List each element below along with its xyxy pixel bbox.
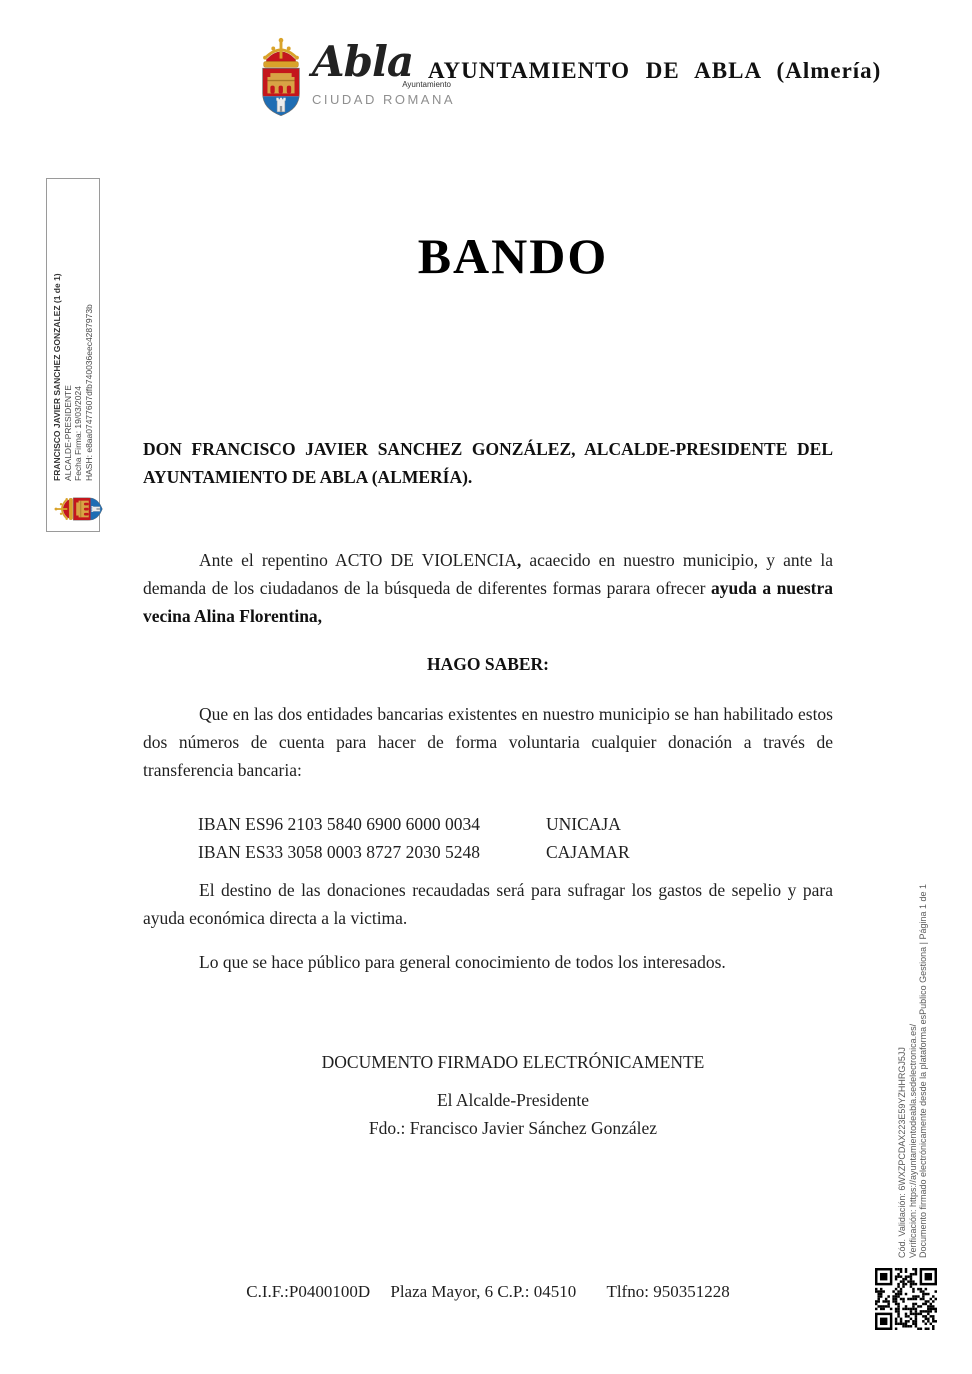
footer-contact-line [143,1282,833,1302]
signer-block [143,1086,833,1142]
document-body [143,225,833,1142]
iban-row [198,838,833,866]
iban-number: IBAN ES96 2103 5840 6900 6000 0034 [198,814,480,834]
intro-paragraph: Ante el repentino ACTO DE VIOLENCIA, acaecido en nuestro municipio, y ante la demanda de los ciudadanos de la búsqueda de diferentes formas parara ofrecer ayuda a nuestra vecina Alina Florentina, [143,550,834,626]
intro-text: Ante el repentino ACTO DE VIOLENCIA [199,550,517,570]
public-notice-paragraph: Lo que se hace público para general conocimiento de todos los interesados. [199,952,726,972]
hago-saber-heading: HAGO SABER: [426,654,550,674]
footer-cif: C.I.F.:P0400100D [246,1282,371,1301]
footer-address: Plaza Mayor, 6 C.P.: 04510 [390,1282,577,1301]
logo-name: Abla [312,37,414,86]
bank-name: CAJAMAR [546,842,630,862]
intro-bold-text: ayuda a nuestra vecina Alina Florentina, [143,578,834,626]
stamp-sign-date: Fecha Firma: 19/03/2024 [73,386,83,481]
iban-row [198,810,833,838]
verification-url: Verificación: https://ayuntamientodeabla.sedelectronica.es/ [907,1023,918,1258]
abla-logo [252,34,455,118]
accounts-paragraph: Que en las dos entidades bancarias existentes en nuestro municipio se han habilitado estos dos números de cuenta para hacer de forma voluntaria cualquier donación a través de transferencia bancaria: [143,704,833,780]
validation-code: Cód. Validación: 6WXZPCDAX223E59YZHHRGJ5JJ [897,1047,907,1258]
document-title: BANDO [417,228,609,284]
issuer-paragraph: DON FRANCISCO JAVIER SANCHEZ GONZÁLEZ, ALCALDE-PRESIDENTE DEL AYUNTAMIENTO DE ABLA (ALMERÍA). [143,439,833,487]
signature-stamp-box [46,178,100,532]
bank-name: UNICAJA [546,814,621,834]
logo-tagline: CIUDAD ROMANA [312,92,456,107]
signer-role: El Alcalde-Presidente [436,1090,590,1110]
stamp-hash: HASH: e8aa07477607dfb740036eec4287973b [83,304,94,481]
qr-code [875,1268,937,1330]
iban-number: IBAN ES33 3058 0003 8727 2030 5248 [198,842,480,862]
validation-stamp-text [897,844,929,1258]
stamp-signer-name: FRANCISCO JAVIER SANCHEZ GONZALEZ (1 de 1) [52,273,62,481]
logo-subtitle: Ayuntamiento [402,80,452,89]
platform-note: Documento firmado electrónicamente desde la plataforma esPublico Gestiona | Página 1 de 1 [918,883,928,1258]
iban-list [143,810,833,866]
footer-phone: Tlfno: 950351228 [606,1282,730,1301]
destination-paragraph: El destino de las donaciones recaudadas será para sufragar los gastos de sepelio y para ayuda económica directa a la victima. [143,880,833,928]
signature-stamp-text [52,211,96,481]
organization-title: AYUNTAMIENTO DE ABLA (Almería) [428,58,882,83]
stamp-signer-role: ALCALDE-PRESIDENTE [62,385,73,481]
coat-of-arms-icon-small [53,491,103,527]
coat-of-arms-icon [252,34,310,118]
signed-electronically-notice: DOCUMENTO FIRMADO ELECTRÓNICAMENTE [321,1052,705,1072]
signer-name: Fdo.: Francisco Javier Sánchez González [368,1118,658,1138]
